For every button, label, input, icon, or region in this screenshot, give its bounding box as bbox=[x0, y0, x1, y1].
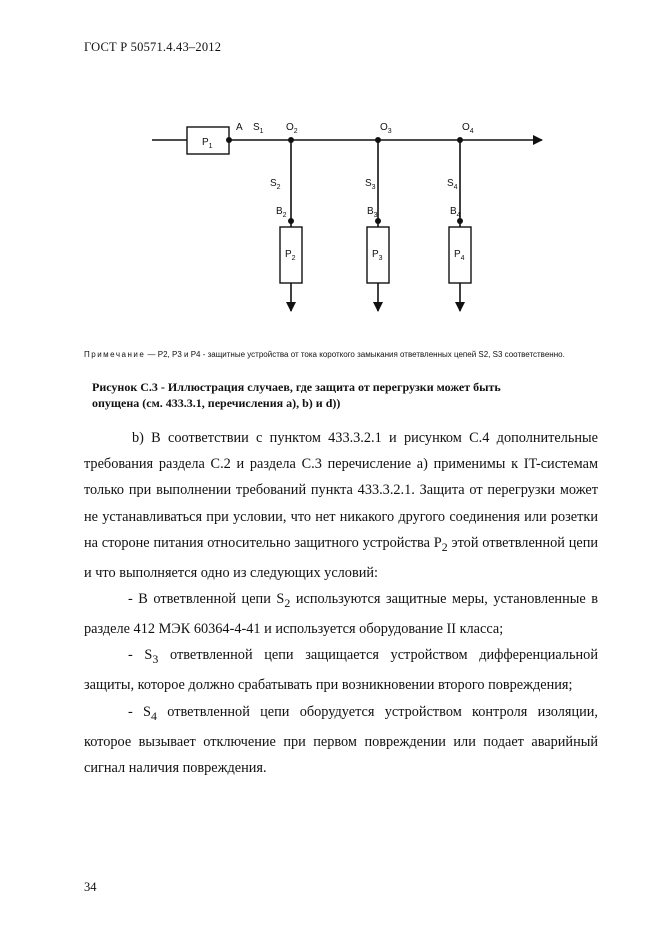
label-p2: $P_2$ bbox=[285, 249, 296, 262]
document-header: ГОСТ Р 50571.4.43–2012 bbox=[84, 40, 222, 54]
node-a bbox=[226, 137, 232, 143]
label-b3: $B_3$ bbox=[367, 206, 378, 219]
list-item bbox=[84, 586, 598, 642]
note-text: — P2, P3 и P4 - защитные устройства от тока короткого замыкания ответвленных цепей S2, S3 соответственно. bbox=[145, 350, 565, 359]
figure-caption bbox=[92, 379, 592, 411]
list-item bbox=[84, 699, 598, 781]
paragraph-b bbox=[84, 425, 598, 586]
label-p3: $P_3$ bbox=[372, 249, 383, 262]
label-p4: $P_4$ bbox=[454, 249, 465, 262]
paragraph-b-text-end: этой ответвленной цепи и что выполняется одно из следующих условий: bbox=[84, 534, 598, 581]
label-s4: $S_4$ bbox=[447, 178, 458, 191]
subscript: 2 bbox=[441, 539, 448, 554]
page-number: 34 bbox=[84, 880, 97, 894]
list-item-text-end: используются защитные меры, установленные в разделе 412 МЭК 60364-4-41 и используется оборудование II класса; bbox=[84, 591, 598, 638]
label-b2: $B_2$ bbox=[276, 206, 287, 219]
label-o2: $O_2$ bbox=[286, 122, 298, 135]
label-o3: $O_3$ bbox=[380, 122, 392, 135]
label-b4: $B_4$ bbox=[450, 206, 461, 219]
label-a: A bbox=[236, 122, 243, 133]
label-s2: $S_2$ bbox=[270, 178, 281, 191]
figure-note bbox=[84, 350, 604, 360]
list-item-text-end: ответвленной цепи оборудуется устройством контроля изоляции, которое вызывает отключение при первом повреждении или подает аварийный сигнал наличия повреждения. bbox=[84, 703, 598, 776]
label-s3: $S_3$ bbox=[365, 178, 376, 191]
list-item bbox=[84, 642, 598, 698]
list-item-text: - S bbox=[128, 647, 153, 664]
note-lead: Примечание bbox=[84, 350, 146, 359]
label-p1: $P_1$ bbox=[202, 137, 213, 150]
label-o4: $O_4$ bbox=[462, 122, 474, 135]
circuit-diagram bbox=[0, 0, 661, 340]
subscript: 4 bbox=[151, 708, 157, 723]
list-item-text: - В ответвленной цепи S bbox=[128, 591, 285, 608]
label-s1: $S_1$ bbox=[253, 122, 264, 135]
list-item-text: - S bbox=[128, 703, 151, 720]
subscript: 3 bbox=[152, 652, 159, 667]
caption-line-2: опущена (см. 433.3.1, перечисления a), b) и d)) bbox=[92, 396, 341, 410]
paragraph-b-text: b) В соответствии с пунктом 433.3.2.1 и рисунком С.4 дополнительные требования раздела С.2 и раздела С.3 перечисление a) применимы к IT-системам только при выполнении требований пункта 433.3.2.1. Защита от перегрузки может не устанавливаться при условии, что нет никакого другого соединения или розетки на стороне питания относительно защитного устройства P bbox=[84, 430, 598, 551]
list-item-text-end: ответвленной цепи защищается устройством дифференциальной защиты, которое должно срабатывать при возникновении второго повреждения; bbox=[84, 647, 598, 694]
subscript: 2 bbox=[284, 595, 291, 610]
caption-line-1: Рисунок С.3 - Иллюстрация случаев, где защита от перегрузки может быть bbox=[92, 380, 501, 394]
body-text bbox=[84, 425, 598, 781]
